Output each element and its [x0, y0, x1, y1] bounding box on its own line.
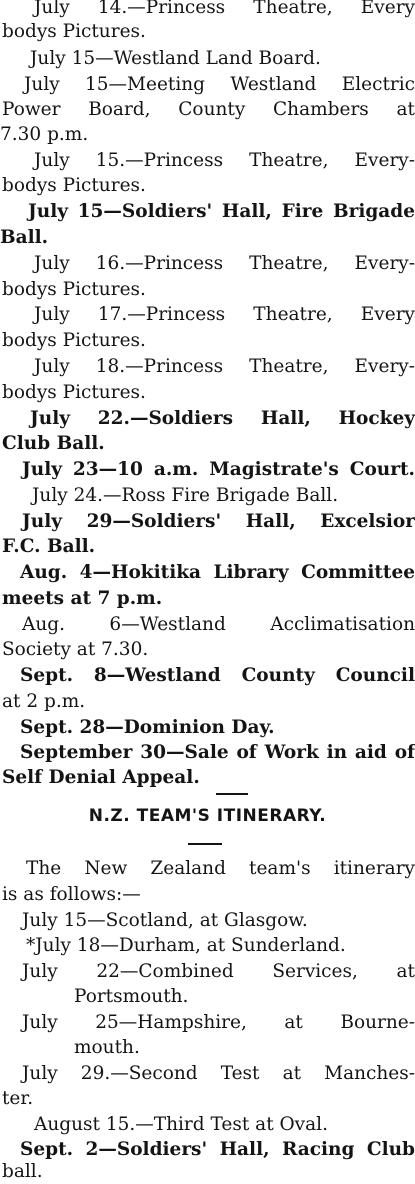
calendar-line: July 15—Meeting Westland Electric [24, 74, 415, 95]
section-heading: N.Z. TEAM'S ITINERARY. [88, 806, 327, 826]
calendar-line: Sept. 8—Westland County Council [20, 665, 415, 686]
calendar-line: 7.30 p.m. [0, 124, 89, 145]
calendar-line: July 22.—Soldiers Hall, Hockey [30, 408, 415, 429]
calendar-line: bodys Pictures. [2, 330, 146, 351]
calendar-line: Ball. [0, 227, 49, 248]
itinerary-line: The New Zealand team's itinerary [26, 858, 415, 879]
calendar-line: bodys Pictures. [2, 21, 146, 42]
calendar-line: Power Board, County Chambers at [2, 99, 415, 120]
column-rule [216, 793, 248, 795]
calendar-line: Aug. 4—Hokitika Library Committee [20, 562, 415, 583]
calendar-line: July 16.—Princess Theatre, Every- [34, 253, 415, 274]
itinerary-line: August 15.—Third Test at Oval. [34, 1114, 328, 1135]
calendar-line: July 18.—Princess Theatre, Every- [34, 356, 415, 377]
calendar-line: Sept. 28—Dominion Day. [20, 717, 275, 738]
heading-rule [188, 843, 222, 845]
itinerary-line: July 15—Scotland, at Glasgow. [22, 910, 308, 931]
calendar-line: July 17.—Princess Theatre, Every [34, 304, 415, 325]
calendar-line: F.C. Ball. [2, 536, 96, 557]
calendar-line: July 23—10 a.m. Magistrate's Court. [22, 459, 415, 480]
calendar-line: July 15—Soldiers' Hall, Fire Brigade [28, 201, 415, 222]
calendar-line: Club Ball. [2, 433, 105, 454]
calendar-line: bodys Pictures. [2, 279, 146, 300]
calendar-line: July 15—Westland Land Board. [30, 48, 321, 69]
itinerary-line: mouth. [74, 1037, 140, 1058]
itinerary-line: Portsmouth. [74, 986, 189, 1007]
itinerary-line: July 22—Combined Services, at [22, 961, 415, 982]
itinerary-line: ball. [2, 1161, 43, 1182]
itinerary-line: July 25—Hampshire, at Bourne- [22, 1012, 415, 1033]
calendar-line: July 15.—Princess Theatre, Every- [34, 150, 415, 171]
itinerary-line: is as follows:— [2, 884, 141, 905]
calendar-line: meets at 7 p.m. [2, 588, 163, 609]
calendar-line: Self Denial Appeal. [2, 767, 200, 788]
calendar-line: bodys Pictures. [2, 382, 146, 403]
itinerary-line: July 29.—Second Test at Manches- [22, 1063, 415, 1084]
itinerary-line: ter. [2, 1088, 34, 1109]
calendar-line: Aug. 6—Westland Acclimatisation [22, 614, 415, 635]
calendar-line: July 24.—Ross Fire Brigade Ball. [32, 485, 339, 506]
calendar-line: July 14.—Princess Theatre, Every [34, 0, 415, 18]
calendar-line: July 29—Soldiers' Hall, Excelsior [22, 511, 415, 532]
itinerary-line: *July 18—Durham, at Sunderland. [26, 935, 346, 956]
calendar-line: bodys Pictures. [2, 175, 146, 196]
calendar-line: at 2 p.m. [2, 691, 86, 712]
itinerary-line: Sept. 2—Soldiers' Hall, Racing Club [20, 1139, 415, 1160]
calendar-line: September 30—Sale of Work in aid of [20, 742, 415, 763]
calendar-line: Society at 7.30. [2, 639, 149, 660]
